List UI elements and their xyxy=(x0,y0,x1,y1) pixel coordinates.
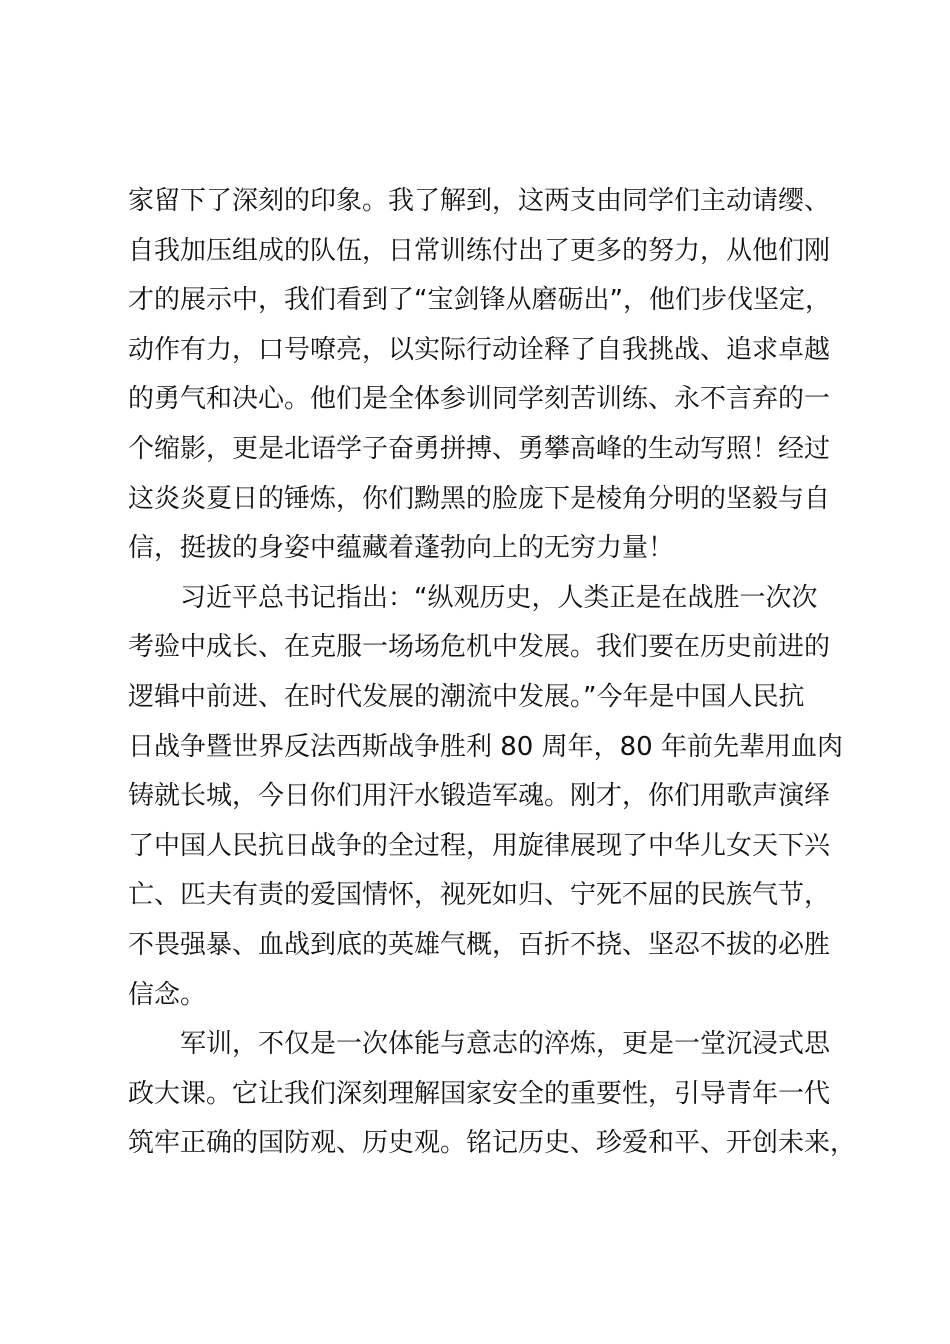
paragraph-2-line-2: 考验中成长、在克服一场场危机中发展。我们要在历史前进的 xyxy=(128,632,831,663)
paragraph-2-line-6: 了中国人民抗日战争的全过程，用旋律展现了中华儿女天下兴 xyxy=(128,830,831,861)
paragraph-3-line-3: 筑牢正确的国防观、历史观。铭记历史、珍爱和平、开创未来， xyxy=(128,1128,857,1159)
paragraph-2-line-7: 亡、匹夫有责的爱国情怀，视死如归、宁死不屈的民族气节， xyxy=(128,880,831,911)
paragraph-1-line-1: 家留下了深刻的印象。我了解到，这两支由同学们主动请缨、 xyxy=(128,186,831,216)
paragraph-2-line-9: 信念。 xyxy=(128,979,207,1010)
paragraph-1-line-2: 自我加压组成的队伍，日常训练付出了更多的努力，从他们刚 xyxy=(128,235,831,266)
body-text xyxy=(128,177,864,1169)
paragraph-3-line-2: 政大课。它让我们深刻理解国家安全的重要性，引导青年一代 xyxy=(128,1078,831,1109)
paragraph-1-line-6: 个缩影，更是北语学子奋勇拼搏、勇攀高峰的生动写照！经过 xyxy=(128,433,831,464)
paragraph-2-line-4: 日战争暨世界反法西斯战争胜利 80 周年，80 年前先辈用血肉 xyxy=(128,731,843,762)
paragraph-2-line-5: 铸就长城，今日你们用汗水锻造军魂。刚才，你们用歌声演绎 xyxy=(128,781,831,812)
paragraph-2-line-8: 不畏强暴、血战到底的英雄气概，百折不挠、坚忍不拔的必胜 xyxy=(128,929,831,960)
paragraph-1-line-3: 才的展示中，我们看到了“宝剑锋从磨砺出”，他们步伐坚定， xyxy=(128,285,831,316)
paragraph-2-line-3: 逻辑中前进、在时代发展的潮流中发展。”今年是中国人民抗 xyxy=(128,681,805,712)
paragraph-3 xyxy=(128,1020,864,1169)
paragraph-2 xyxy=(128,574,864,1020)
paragraph-2-line-1: 习近平总书记指出：“纵观历史，人类正是在战胜一次次 xyxy=(180,582,818,613)
paragraph-1-line-7: 这炎炎夏日的锤炼，你们黝黑的脸庞下是棱角分明的坚毅与自 xyxy=(128,483,831,514)
paragraph-1-line-5: 的勇气和决心。他们是全体参训同学刻苦训练、永不言弃的一 xyxy=(128,384,831,415)
paragraph-3-line-1: 军训，不仅是一次体能与意志的淬炼，更是一堂沉浸式思 xyxy=(180,1029,831,1060)
paragraph-1-line-4: 动作有力，口号嘹亮，以实际行动诠释了自我挑战、追求卓越 xyxy=(128,334,831,365)
paragraph-1-line-8: 信，挺拔的身姿中蕴藏着蓬勃向上的无穷力量！ xyxy=(128,533,675,564)
paragraph-1 xyxy=(128,177,864,574)
